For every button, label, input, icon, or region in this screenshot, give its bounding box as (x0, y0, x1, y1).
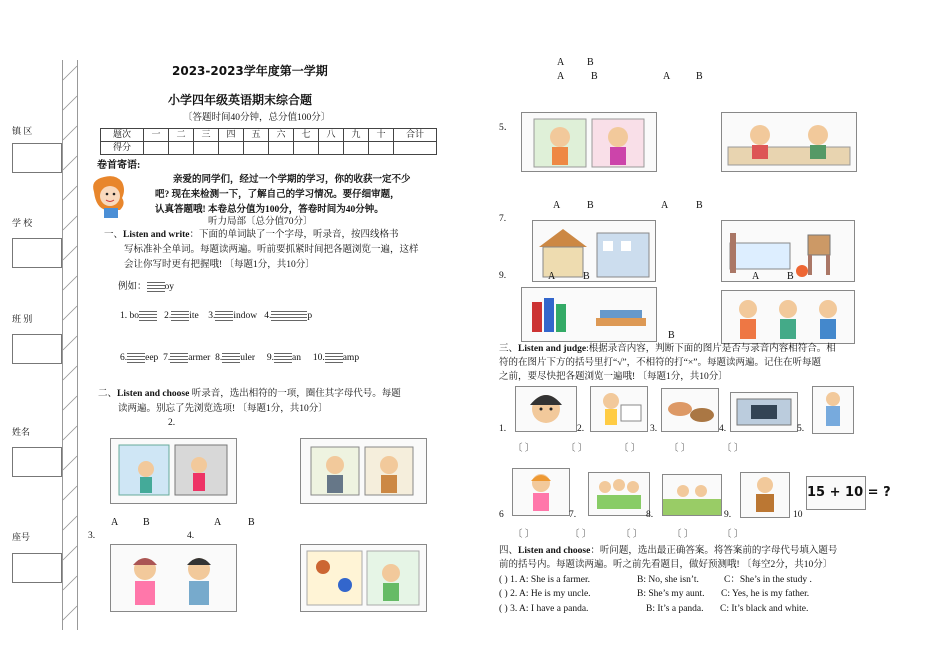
answer-bracket[interactable]: 〔 〕 (513, 530, 535, 540)
section4-number: 四、 (499, 546, 519, 556)
word-7-num: 7. (163, 353, 171, 363)
score-cell[interactable] (194, 142, 219, 155)
label-school: 学 校 (12, 218, 33, 228)
section2-number: 二、 (98, 389, 118, 399)
item-stem: ( ) 1. A: She is a farmer. (499, 575, 591, 585)
score-header-cell: 五 (244, 129, 269, 142)
section3-number: 三、 (499, 344, 519, 354)
four-line-blank[interactable] (289, 311, 307, 320)
judge-num-5: 5. (797, 424, 805, 434)
school-field[interactable] (12, 238, 62, 268)
item-option-b: B: No, she isn’t. (637, 575, 699, 585)
intro-line-1: 亲爱的同学们，经过一个学期的学习，你的收获一定不少 (173, 175, 411, 185)
q5-number: 5． (499, 123, 514, 133)
q1-picture-classroom (110, 438, 237, 504)
judge-pic-9-man (740, 472, 790, 518)
label-seat: 座号 (12, 532, 31, 542)
score-cell[interactable] (319, 142, 344, 155)
score-header-cell: 十 (369, 129, 394, 142)
score-table-score-row (101, 142, 437, 155)
four-line-blank[interactable] (171, 311, 189, 320)
section3-desc-a (499, 344, 836, 356)
q2-picture-people (300, 438, 427, 504)
score-cell[interactable] (219, 142, 244, 155)
q4-number: 4. (187, 531, 195, 541)
section3-desc-b: 符的在图片下方的括号里打“√”，不相符的打“×”。每题读两遍。记住在听每题 (499, 358, 821, 368)
word-4: p (307, 311, 313, 321)
option-a[interactable]: A (557, 71, 565, 82)
score-header-cell: 三 (194, 129, 219, 142)
q4-picture-toys (300, 544, 427, 612)
word-9-num: 9. (266, 353, 274, 363)
section4-title: Listen and choose (518, 546, 591, 556)
option-b[interactable]: B (787, 271, 794, 282)
item-option-b: B: It’s a panda. (646, 604, 704, 614)
judge-pic-3-food (661, 388, 719, 432)
answer-bracket[interactable]: 〔 〕 (566, 444, 588, 454)
word-2-num: 2. (164, 311, 172, 321)
option-b[interactable]: B (248, 517, 255, 528)
section4-item-1 (499, 575, 590, 587)
score-header-cell: 合计 (394, 129, 437, 142)
binding-strip (62, 60, 78, 630)
section3-desc-c: 之前，要尽快把各题浏览一遍哦! 〔每题1分，共10分〕 (499, 372, 728, 382)
word-8: uler (240, 353, 255, 363)
score-header-cell: 八 (319, 129, 344, 142)
exam-title: 小学四年级英语期末综合题 (168, 93, 313, 107)
four-line-blank[interactable] (139, 311, 157, 320)
option-a[interactable]: A (557, 57, 565, 68)
option-b[interactable]: B (668, 330, 675, 341)
four-line-blank[interactable] (222, 353, 240, 362)
option-b[interactable]: B (143, 517, 150, 528)
exam-year-title: 2023-2023学年度第一学期 (172, 64, 328, 78)
section3-desc-text: :根据录音内容，判断下面的图片是否与录音内容相符合。相 (586, 344, 836, 354)
q2-number: 2. (168, 418, 176, 428)
option-a[interactable]: A (548, 271, 556, 282)
class-field[interactable] (12, 334, 62, 364)
girl-mascot-icon (86, 172, 136, 220)
answer-bracket[interactable]: 〔 〕 (722, 530, 744, 540)
section1-row2 (120, 353, 359, 365)
score-header-cell: 九 (344, 129, 369, 142)
item-stem: ( ) 3. A: I have a panda. (499, 604, 589, 614)
option-a[interactable]: A (663, 71, 671, 82)
label-town: 镇 区 (12, 126, 33, 136)
word-7: armer (188, 353, 211, 363)
option-b[interactable]: B (696, 200, 703, 211)
option-b[interactable]: B (587, 57, 594, 68)
intro-heading: 卷首寄语: (97, 160, 141, 171)
four-line-blank[interactable] (147, 282, 165, 291)
word-1: 1. bo (120, 311, 139, 321)
judge-pic-1-girl (515, 386, 577, 432)
judge-num-6: 6 (499, 510, 504, 520)
section4-desc-a (499, 546, 837, 558)
judge-pic-5-person (812, 386, 854, 434)
q3-picture-girls (110, 544, 237, 612)
section4-item-3 (499, 604, 588, 616)
answer-bracket[interactable]: 〔 〕 (669, 444, 691, 454)
score-cell[interactable] (344, 142, 369, 155)
score-cell[interactable] (394, 142, 437, 155)
example-label: 例如： (118, 282, 147, 292)
section3-title: Listen and judge (518, 344, 587, 354)
seat-field[interactable] (12, 553, 62, 583)
judge-num-10: 10 (793, 510, 803, 520)
option-b[interactable]: B (587, 200, 594, 211)
section4-desc-b: 前的括号内。每题读两遍。听之前先看题目，做好预测哦! 〔每空2分，共10分〕 (499, 560, 833, 570)
answer-bracket[interactable]: 〔 〕 (513, 444, 535, 454)
section1-title: Listen and write (123, 230, 190, 240)
score-cell[interactable] (269, 142, 294, 155)
score-header-cell: 六 (269, 129, 294, 142)
judge-num-3: 3. (650, 424, 658, 434)
section1-desc-text: ：下面的单词缺了一个字母，听录音，按四线格书 (189, 230, 399, 240)
score-header-cell: 二 (169, 129, 194, 142)
intro-line-3: 认真答题哦! 本卷总分值为100分，答卷时间为40分钟。 (155, 205, 384, 215)
section2-desc-a (98, 389, 401, 401)
word-4-num: 4. (264, 311, 272, 321)
word-6-num: 6. (120, 353, 128, 363)
item-option-c: C: Yes, he is my father. (721, 589, 810, 599)
judge-num-9: 9. (724, 510, 732, 520)
q7-number: 7. (499, 214, 507, 224)
judge-num-8: 8. (646, 510, 654, 520)
math-question: 15 + 10 = ? (807, 485, 891, 500)
score-cell[interactable] (144, 142, 169, 155)
word-3: indow (233, 311, 258, 321)
intro-line-2: 吧? 现在来检测一下，了解自己的学习情况。要仔细审题， (155, 190, 400, 200)
judge-pic-4-room (730, 392, 798, 432)
item-option-c: C：She’s in the study . (724, 575, 812, 585)
answer-bracket[interactable]: 〔 〕 (621, 530, 643, 540)
judge-num-7: 7. (569, 510, 577, 520)
item-option-c: C: It’s black and white. (720, 604, 809, 614)
word-10: amp (342, 353, 360, 363)
option-b[interactable]: B (583, 271, 590, 282)
town-field[interactable] (12, 143, 62, 173)
word-10-num: 10. (312, 353, 325, 363)
section1-number: 一、 (104, 230, 124, 240)
score-cell[interactable] (244, 142, 269, 155)
score-header-cell: 七 (294, 129, 319, 142)
example-word: oy (164, 282, 175, 292)
score-header-cell: 四 (219, 129, 244, 142)
section1-example (118, 282, 174, 294)
listening-part-heading: 听力局部〔总分值70分〕 (208, 217, 313, 227)
q6-picture-study (721, 112, 857, 172)
score-header-cell: 题次 (101, 129, 144, 142)
four-line-blank[interactable] (127, 353, 145, 362)
option-a[interactable]: A (214, 517, 222, 528)
q9-picture-books (521, 287, 657, 342)
word-6: eep (145, 353, 159, 363)
answer-bracket[interactable]: 〔 〕 (619, 444, 641, 454)
judge-pic-10-math (806, 476, 891, 510)
judge-num-1: 1. (499, 424, 507, 434)
four-line-blank[interactable] (170, 353, 188, 362)
item-option-b: B: She’s my aunt. (637, 589, 705, 599)
judge-pic-8-farm (662, 474, 722, 516)
section4-desc-text: ：听问题，选出最正确答案。将答案前的字母代号填入题号 (590, 546, 838, 556)
option-a[interactable]: A (553, 200, 561, 211)
answer-bracket[interactable]: 〔 〕 (722, 444, 744, 454)
section1-row1 (120, 311, 312, 323)
q9-number: 9. (499, 271, 507, 281)
four-line-blank[interactable] (271, 311, 289, 320)
q10-picture-friends (721, 290, 855, 344)
option-b[interactable]: B (591, 71, 598, 82)
label-name: 姓名 (12, 427, 31, 437)
q5-picture-girls (521, 112, 657, 172)
section4-item-2 (499, 589, 591, 601)
score-cell[interactable] (169, 142, 194, 155)
judge-pic-2-drawing (590, 386, 648, 432)
judge-num-2: 2. (577, 424, 585, 434)
four-line-blank[interactable] (215, 311, 233, 320)
score-header-cell: 一 (144, 129, 169, 142)
option-a[interactable]: A (111, 517, 119, 528)
binding-hatch-icon (63, 60, 77, 630)
option-a[interactable]: A (661, 200, 669, 211)
four-line-blank[interactable] (274, 353, 292, 362)
word-8-num: 8. (215, 353, 223, 363)
section2-desc-b: 读两遍。别忘了先浏览选项! 〔每题1分，共10分〕 (118, 404, 328, 414)
section1-desc-a (104, 230, 399, 242)
section2-title: Listen and choose (117, 389, 190, 399)
judge-pic-7-group (588, 472, 650, 516)
judge-num-4: 4. (719, 424, 727, 434)
word-2: ite (189, 311, 199, 321)
option-a[interactable]: A (752, 271, 760, 282)
word-3-num: 3. (208, 311, 216, 321)
score-cell[interactable] (369, 142, 394, 155)
answer-bracket[interactable]: 〔 〕 (672, 530, 694, 540)
option-b[interactable]: B (696, 71, 703, 82)
section1-desc-b: 写标准补全单词。每题读两遍。听前要抓紧时间把各题浏览一遍，这样 (124, 245, 419, 255)
score-table-header-row (101, 129, 437, 142)
q3-number: 3. (88, 531, 96, 541)
section2-desc-text: 听录音，选出相符的一项，圈住其字母代号。每题 (189, 389, 401, 399)
score-table (100, 128, 437, 155)
section1-desc-c: 会让你写时更有把握哦! 〔每题1分，共10分〕 (124, 260, 315, 270)
score-row-label: 得分 (101, 142, 144, 155)
time-note: 〔答题时间40分钟，总分值100分〕 (183, 113, 331, 123)
answer-bracket[interactable]: 〔 〕 (570, 530, 592, 540)
name-field[interactable] (12, 447, 62, 477)
word-9: an (292, 353, 301, 363)
judge-pic-6-girl (512, 468, 570, 516)
label-class: 班 别 (12, 314, 33, 324)
score-cell[interactable] (294, 142, 319, 155)
item-stem: ( ) 2. A: He is my uncle. (499, 589, 591, 599)
four-line-blank[interactable] (325, 353, 343, 362)
